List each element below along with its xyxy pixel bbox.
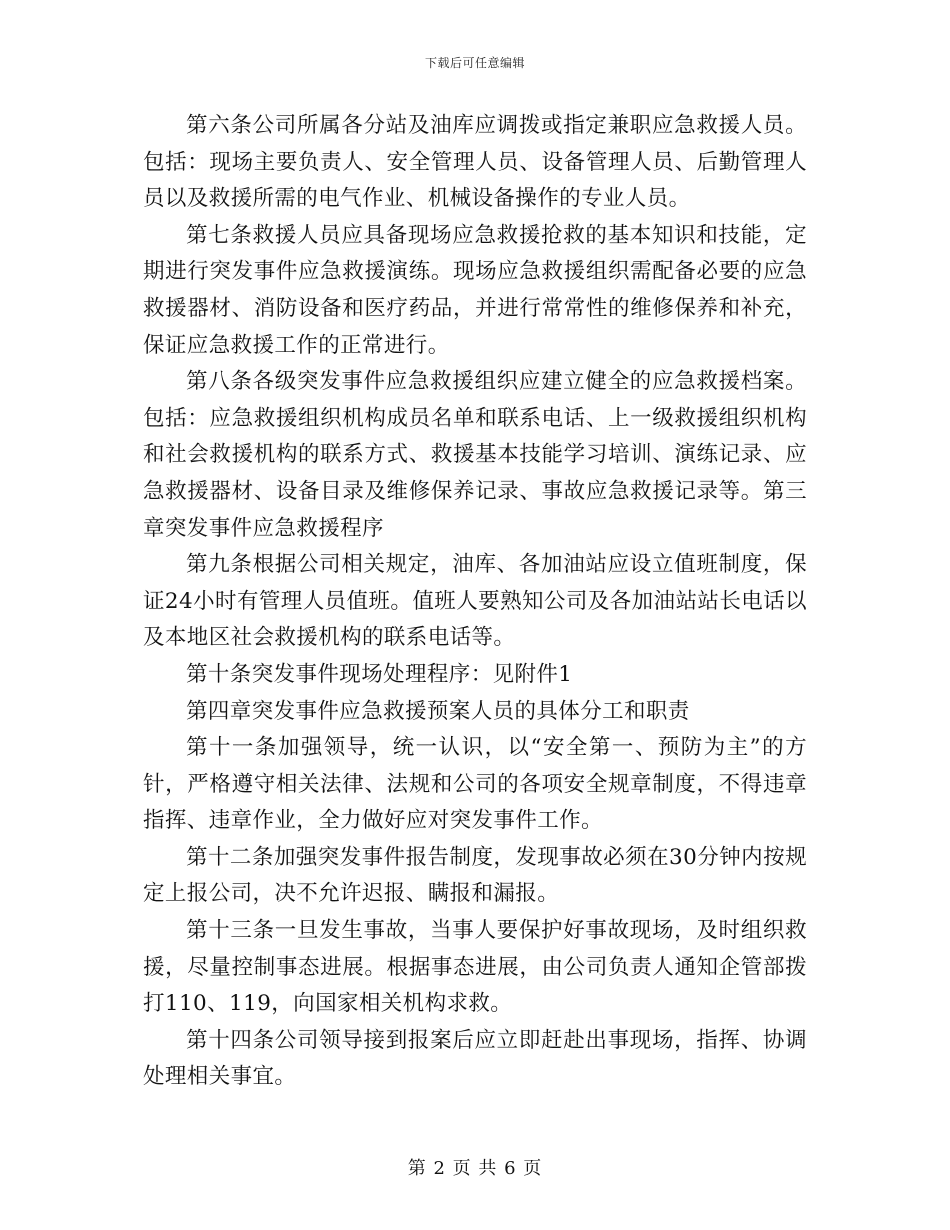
header-note: 下载后可任意编辑	[424, 56, 525, 70]
paragraph-article-13: 第十三条一旦发生事故，当事人要保护好事故现场，及时组织救援，尽量控制事态进展。根据事态进展，由公司负责人通知企管部拨打110、119，向国家相关机构求救。	[143, 918, 807, 1017]
page-number: 第 2 页 共 6 页	[407, 1158, 543, 1179]
paragraph-article-12: 第十二条加强突发事件报告制度，发现事故必须在30分钟内按规定上报公司，决不允许迟报、瞒报和漏报。	[143, 844, 807, 907]
paragraph-article-9: 第九条根据公司相关规定，油库、各加油站应设立值班制度，保证24小时有管理人员值班。值班人要熟知公司及各加油站站长电话以及本地区社会救援机构的联系电话等。	[143, 552, 807, 651]
paragraph-article-8: 第八条各级突发事件应急救援组织应建立健全的应急救援档案。包括：应急救援组织机构成员名单和联系电话、上一级救援组织机构和社会救援机构的联系方式、救援基本技能学习培训、演练记录、应急救援器材、设备目录及维修保养记录、事故应急救援记录等。第三章突发事件应急救援程序	[143, 369, 807, 541]
chapter-4-heading: 第四章突发事件应急救援预案人员的具体分工和职责	[186, 698, 690, 724]
paragraph-article-14: 第十四条公司领导接到报案后应立即赶赴出事现场，指挥、协调处理相关事宜。	[143, 1027, 807, 1090]
paragraph-article-6: 第六条公司所属各分站及油库应调拨或指定兼职应急救援人员。包括：现场主要负责人、安全管理人员、设备管理人员、后勤管理人员以及救援所需的电气作业、机械设备操作的专业人员。	[143, 113, 807, 212]
paragraph-article-11: 第十一条加强领导，统一认识，以“安全第一、预防为主”的方针，严格遵守相关法律、法规和公司的各项安全规章制度，不得违章指挥、违章作业，全力做好应对突发事件工作。	[143, 735, 807, 834]
paragraph-article-10: 第十条突发事件现场处理程序：见附件1	[186, 661, 573, 687]
paragraph-article-7: 第七条救援人员应具备现场应急救援抢救的基本知识和技能，定期进行突发事件应急救援演练。现场应急救援组织需配备必要的应急救援器材、消防设备和医疗药品，并进行常常性的维修保养和补充，保证应急救援工作的正常进行。	[143, 222, 807, 358]
document-body	[143, 108, 807, 1096]
